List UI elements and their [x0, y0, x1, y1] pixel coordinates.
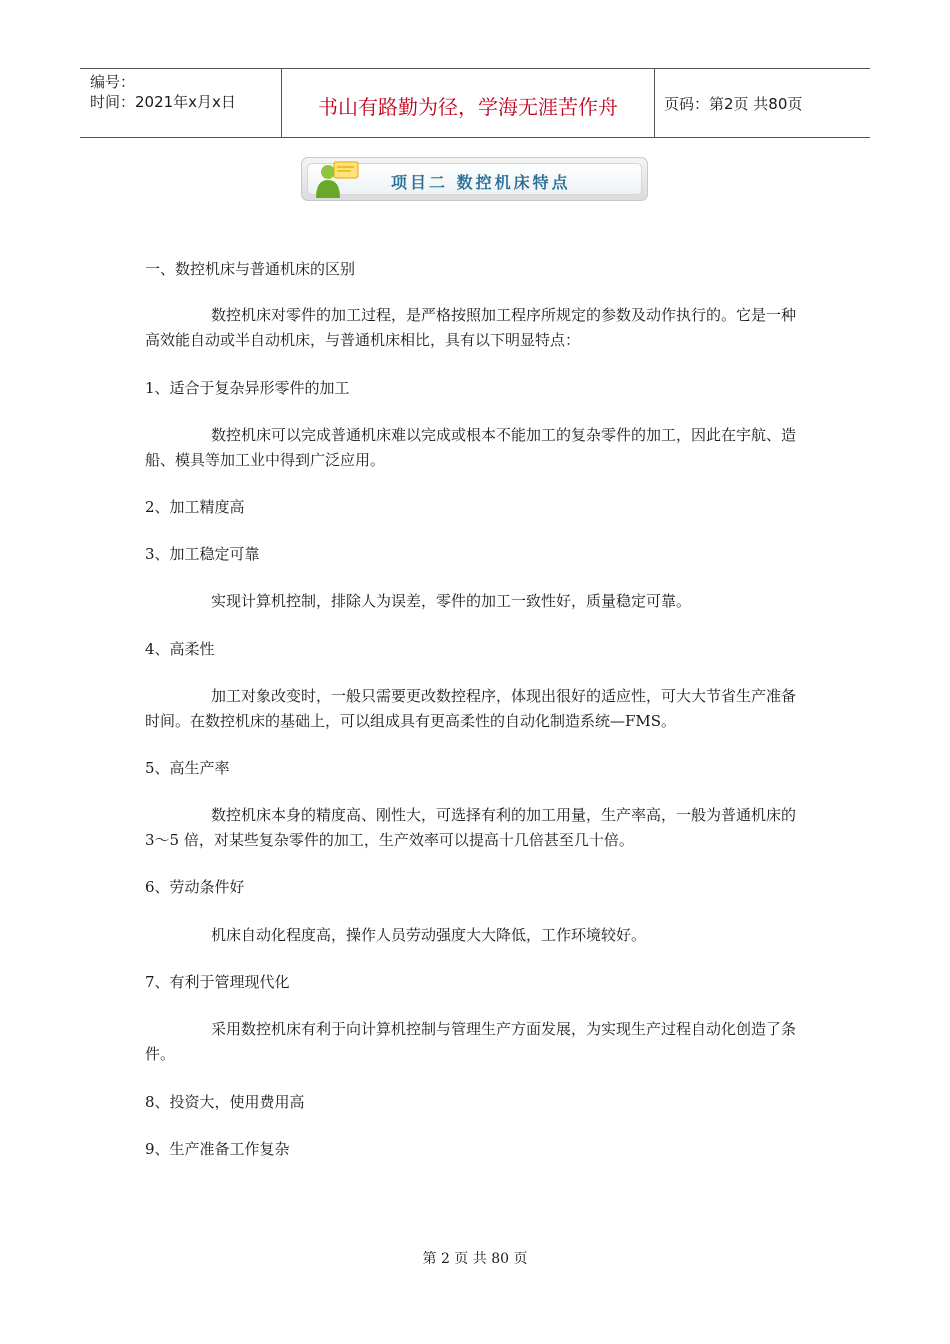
document-header: [80, 68, 870, 138]
paragraph-6: 机床自动化程度高，操作人员劳动强度大大降低，工作环境较好。: [211, 926, 647, 944]
header-page-cell: [655, 69, 870, 137]
header-motto-cell: [282, 69, 655, 137]
section1-title: 一、数控机床与普通机床的区别: [145, 260, 356, 278]
heading-4: 4、高柔性: [145, 640, 215, 658]
header-info-cell: [80, 69, 282, 137]
section-banner: [301, 157, 648, 201]
paragraph-7: 采用数控机床有利于向计算机控制与管理生产方面发展，为实现生产过程自动化创造了条件。: [145, 1020, 797, 1063]
heading-7: 7、有利于管理现代化: [145, 973, 290, 991]
number-label: 编号：: [90, 73, 136, 91]
heading-1: 1、适合于复杂异形零件的加工: [145, 379, 350, 397]
page-label: 页码：第2页 共80页: [664, 95, 803, 113]
paragraph-3: 实现计算机控制，排除人为误差，零件的加工一致性好，质量稳定可靠。: [211, 592, 692, 610]
motto-text: 书山有路勤为径，学海无涯苦作舟: [318, 95, 618, 119]
heading-5: 5、高生产率: [145, 759, 230, 777]
heading-9: 9、生产准备工作复杂: [145, 1140, 290, 1158]
heading-8: 8、投资大，使用费用高: [145, 1093, 305, 1111]
heading-6: 6、劳动条件好: [145, 878, 245, 896]
heading-3: 3、加工稳定可靠: [145, 545, 260, 563]
date-label: 时间：2021年x月x日: [90, 93, 236, 111]
intro-paragraph: 数控机床对零件的加工过程，是严格按照加工程序所规定的参数及动作执行的。它是一种高效能自动或半自动机床，与普通机床相比，具有以下明显特点：: [145, 306, 797, 349]
banner-title: 项目二 数控机床特点: [391, 173, 571, 192]
paragraph-4: 加工对象改变时，一般只需要更改数控程序，体现出很好的适应性，可大大节省生产准备时间。在数控机床的基础上，可以组成具有更高柔性的自动化制造系统—FMS。: [145, 687, 797, 730]
page-footer: 第 2 页 共 80 页: [422, 1251, 528, 1267]
paragraph-5: 数控机床本身的精度高、刚性大，可选择有利的加工用量，生产率高，一般为普通机床的 3～5 倍，对某些复杂零件的加工，生产效率可以提高十几倍甚至几十倍。: [145, 806, 797, 849]
paragraph-1: 数控机床可以完成普通机床难以完成或根本不能加工的复杂零件的加工，因此在宇航、造船、模具等加工业中得到广泛应用。: [145, 426, 797, 469]
person-card-icon: [308, 158, 364, 198]
heading-2: 2、加工精度高: [145, 498, 245, 516]
